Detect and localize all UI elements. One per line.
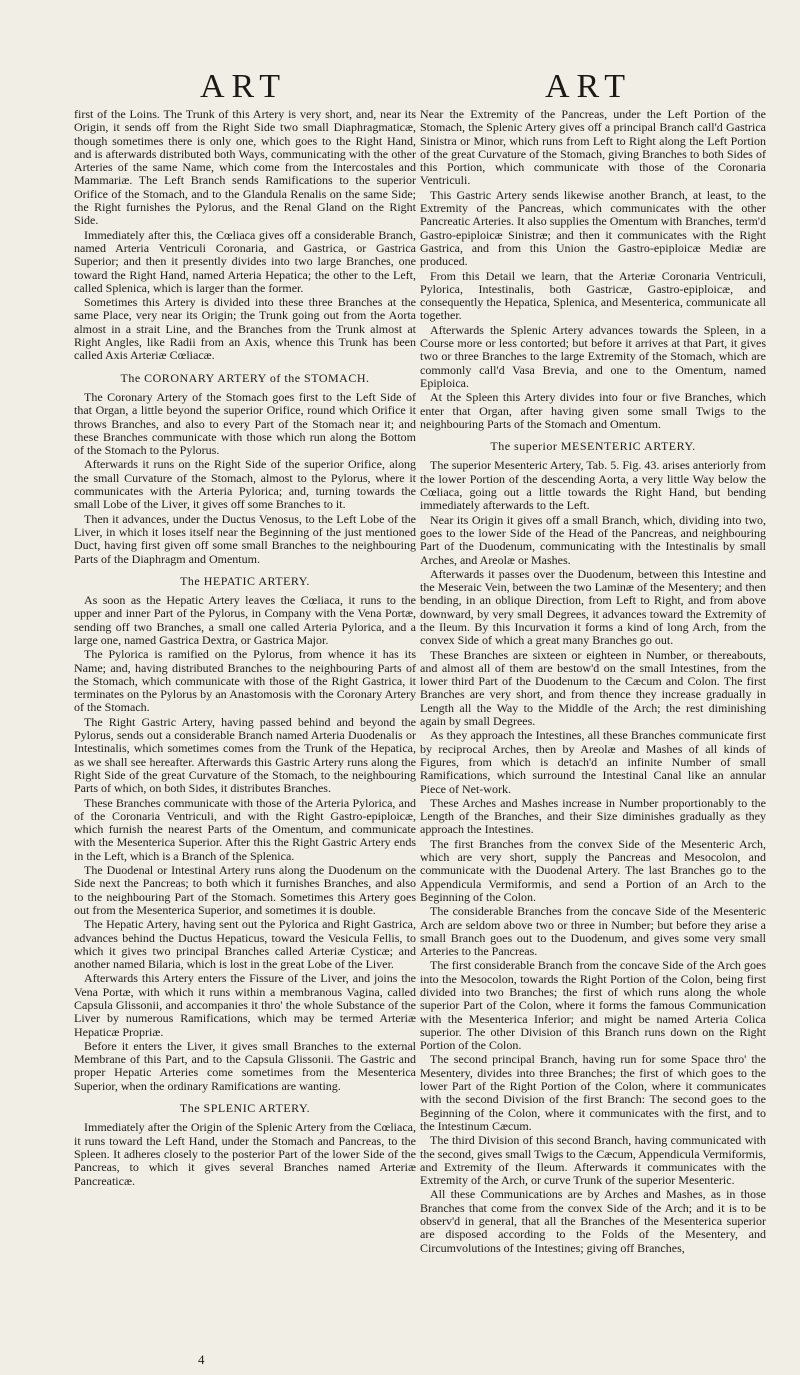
paragraph: The Right Gastric Artery, having passed behind and beyond the Pylorus, sends out a considerable Branch named Arteria Duodenalis or Intestinalis, which sometimes comes from the Trunk of the Hepatica, as we shall see hereafter. Afterwards this Gastric Artery runs along the Right Side of the great Curvature of the Stomach, to the neighbouring Parts of which, on both Sides, it distributes Branches. — [74, 714, 416, 796]
paragraph: Before it enters the Liver, it gives small Branches to the external Membrane of this Part, and to the Capsula Glissonii. The Gastric and proper Hepatic Arteries come sometimes from the Mesenterica Superior, when the ordinary Ramifications are wanting. — [74, 1038, 416, 1093]
paragraph: Near its Origin it gives off a small Branch, which, dividing into two, goes to the lower Side of the Head of the Pancreas, and neighbouring Part of the Duodenum, communicating with the Intestinalis by small Arches, and Areolæ or Mashes. — [420, 512, 766, 567]
left-column — [74, 108, 416, 1189]
paragraph: Then it advances, under the Ductus Venosus, to the Left Lobe of the Liver, in which it loses itself near the Beginning of the just mentioned Duct, having first given off some small Branches to the neighbouring Parts of the Diaphragm and Omentum. — [74, 511, 416, 566]
paragraph: The considerable Branches from the concave Side of the Mesenteric Arch are seldom above two or three in Number; but before they arise a small Branch goes out to the Duodenum, and gives some very small Arteries to the Pancreas. — [420, 904, 766, 959]
running-head-right: ART — [545, 68, 632, 105]
section-heading: The HEPATIC ARTERY. — [180, 573, 310, 588]
paragraph: These Arches and Mashes increase in Number proportionably to the Length of the Branches, and their Size diminishes gradually as they approach the Intestines. — [420, 795, 766, 837]
paragraph: The second principal Branch, having run for some Space thro' the Mesentery, divides into three Branches; the first of which goes to the lower Part of the Right Portion of the Colon, where it communicates with the second Division of the first Branch: The second goes to the Beginning of the Colon, where it communicates with the first, and to the Intestinum Cæcum. — [420, 1052, 766, 1133]
page-number: 4 — [198, 1352, 205, 1367]
paragraph: Afterwards the Splenic Artery advances towards the Spleen, in a Course more or less contorted; but before it arrives at that Part, it gives two or three Branches to the large Extremity of the Stomach, which are commonly call'd Vasa Brevia, and one to the Omentum, named Epiploica. — [420, 322, 766, 390]
paragraph: The Coronary Artery of the Stomach goes first to the Left Side of that Organ, a little beyond the superior Orifice, round which Orifice it throws Branches, and also to every Part of the Stomach near it; and these Branches communicate with those which run along the Bottom of the Stomach to the Pylorus. — [74, 389, 416, 458]
paragraph: All these Communications are by Arches and Mashes, as in those Branches that come from the convex Side of the Arch; and it is to be observ'd in general, that all the Branches of the Mesenterica superior are disposed according to the Folds of the Mesentery, and Circumvolutions of the Intestines; giving off Branches, — [420, 1187, 766, 1255]
right-column — [420, 108, 766, 1256]
paragraph: The Duodenal or Intestinal Artery runs along the Duodenum on the Side next the Pancreas; to both which it furnishes Branches, and also to the neighbouring Part of the Stomach. Sometimes this Artery goes out from the Mesenterica Superior, and sometimes it is double. — [74, 863, 416, 917]
paragraph: The superior Mesenteric Artery, Tab. 5. Fig. 43. arises anteriorly from the lower Portion of the descending Aorta, a very little Way below the Cœliaca, going out a little towards the Right Hand, but bending immediately afterwards to the Left. — [420, 458, 766, 513]
paragraph: The Hepatic Artery, having sent out the Pylorica and Right Gastrica, advances behind the Ductus Hepaticus, toward the Vesicula Fellis, to which it gives two principal Branches called Arteriæ Cysticæ; and another named Bilaria, which is lost in the great Lobe of the Liver. — [74, 917, 416, 972]
paragraph: These Branches are sixteen or eighteen in Number, or thereabouts, and almost all of them are bestow'd on the small Intestines, from the lower third Part of the Duodenum to the Cæcum and Colon. The first Branches are very short, and from thence they increase gradually in Length all the Way to the Middle of the Arch; the rest diminishing again by small Degrees. — [420, 647, 766, 729]
paragraph: The first Branches from the convex Side of the Mesenteric Arch, which are very short, supply the Pancreas and Mesocolon, and communicate with the Duodenal Artery. The last Branches go to the Appendicula Vermiformis, and send a Portion of an Arch to the Beginning of the Colon. — [420, 836, 766, 904]
paragraph: first of the Loins. The Trunk of this Artery is very short, and, near its Origin, it sends off from the Right Side two small Diaphragmaticæ, though sometimes there is only one, which goes to the Right Hand, and is afterwards distributed both Ways, communicating with the other Arteries of the same Name, which come from the Intercostales and Mammariæ. The Left Branch sends Ramifications to the superior Orifice of the Stomach, and to the Glandula Renalis on the same Side; the Right furnishes the Pylorus, and the Renal Gland on the Right Side. — [74, 107, 416, 228]
running-head-left: ART — [200, 68, 287, 105]
paragraph: Afterwards this Artery enters the Fissure of the Liver, and joins the Vena Portæ, with which it runs within a membranous Vagina, called Capsula Glissonii, and accompanies it thro' the whole Substance of the Liver by numerous Ramifications, which may be termed Arteriæ Hepaticæ Propriæ. — [74, 971, 416, 1039]
paragraph: Afterwards it runs on the Right Side of the superior Orifice, along the small Curvature of the Stomach, almost to the Pylorus, where it communicates with the Arteria Pylorica; and, turning towards the small Lobe of the Liver, it gives off some Branches to it. — [74, 457, 416, 512]
paragraph: Sometimes this Artery is divided into these three Branches at the same Place, very near its Origin; the Trunk going out from the Aorta almost in a strait Line, and the Branches from the Trunk almost at Right Angles, like Radii from an Axis, whence this Trunk has been called Axis Arteriæ Cœliacæ. — [74, 295, 416, 363]
section-heading: The CORONARY ARTERY of the STOMACH. — [120, 370, 370, 385]
paragraph: Immediately after this, the Cœliaca gives off a considerable Branch, named Arteria Ventriculi Coronaria, and Gastrica, or Gastrica Superior; and then it presently divides into two large Branches, one toward the Right Hand, named Arteria Hepatica; the other to the Left, called Splenica, which is larger than the former. — [74, 227, 416, 295]
paragraph: As they approach the Intestines, all these Branches communicate first by reciprocal Arches, then by Areolæ and Mashes of all kinds of Figures, from which is detach'd an infinite Number of small Ramifications, which surround the Intestinal Canal like an annular Piece of Net-work. — [420, 728, 766, 796]
paragraph: This Gastric Artery sends likewise another Branch, at least, to the Extremity of the Pancreas, which communicates with the other Pancreatic Arteries. It also supplies the Omentum with Branches, term'd Gastro-epiploicæ Sinistræ; and then it communicates with the Right Gastrica, and from this Union the Gastro-epiploicæ Mediæ are produced. — [420, 187, 766, 269]
paragraph: From this Detail we learn, that the Arteriæ Coronaria Ventriculi, Pylorica, Intestinalis, both Gastricæ, Gastro-epiploicæ, and consequently the Hepatica, Splenica, and Mesenterica, communicate all together. — [420, 268, 766, 323]
paragraph: The Pylorica is ramified on the Pylorus, from whence it has its Name; and, having distributed Branches to the neighbouring Parts of the Stomach, which communicate with those of the Right Gastrica, it terminates on the Pylorus by an Anastomosis with the Coronary Artery of the Stomach. — [74, 647, 416, 715]
paragraph: Immediately after the Origin of the Splenic Artery from the Cœliaca, it runs toward the Left Hand, under the Stomach and Pancreas, to the Spleen. It adheres closely to the posterior Part of the lower Side of the Pancreas, to which it gives several Branches named Arteriæ Pancreaticæ. — [74, 1120, 416, 1188]
section-heading: The SPLENIC ARTERY. — [179, 1101, 311, 1116]
paragraph: As soon as the Hepatic Artery leaves the Cœliaca, it runs to the upper and inner Part of the Pylorus, in Company with the Vena Portæ, sending off two Branches, a small one called Arteria Pylorica, and a large one, named Gastrica Dextra, or Gastrica Major. — [74, 593, 416, 647]
paragraph: The third Division of this second Branch, having communicated with the second, gives small Twigs to the Cæcum, Appendicula Vermiformis, and Extremity of the Ileum. Afterwards it communicates with the Extremity of the Arch, or curve Trunk of the superior Mesenteric. — [420, 1133, 767, 1188]
paragraph: The first considerable Branch from the concave Side of the Arch goes into the Mesocolon, towards the Right Portion of the Colon, being first divided into two Branches; the first of which runs along the whole superior Part of the Colon, where it forms the famous Communication with the Mesenterica Inferior; and might be named Arteria Colica superior. The other Division of this Branch runs down on the Right Portion of the Colon. — [420, 958, 766, 1053]
paragraph: At the Spleen this Artery divides into four or five Branches, which enter that Organ, after having given some small Twigs to the neighbouring Parts of the Stomach and Omentum. — [420, 390, 766, 431]
section-heading: The superior MESENTERIC ARTERY. — [490, 439, 696, 454]
paragraph: Afterwards it passes over the Duodenum, between this Intestine and the Meseraic Vein, between the two Laminæ of the Mesentery; and then bending, in an oblique Direction, from Left to Right, and from above downward, by very small Degrees, it advances toward the Extremity of the Ileum. By this Incurvation it forms a kind of long Arch, from the convex Side of which a great many Branches go out. — [420, 566, 766, 648]
paragraph: Near the Extremity of the Pancreas, under the Left Portion of the Stomach, the Splenic Artery gives off a principal Branch call'd Gastrica Sinistra or Minor, which runs from Left to Right along the Left Portion of the great Curvature of the Stomach, giving Branches to both Sides of this Portion, which communicate with those of the Coronaria Ventriculi. — [420, 107, 766, 188]
paragraph: These Branches communicate with those of the Arteria Pylorica, and of the Coronaria Ventriculi, and with the Right Gastro-epiploicæ, which furnish the nearest Parts of the Omentum, and communicate with the Mesenterica Superior. After this the Right Gastric Artery ends in the Left, which is a Branch of the Splenica. — [74, 795, 416, 863]
